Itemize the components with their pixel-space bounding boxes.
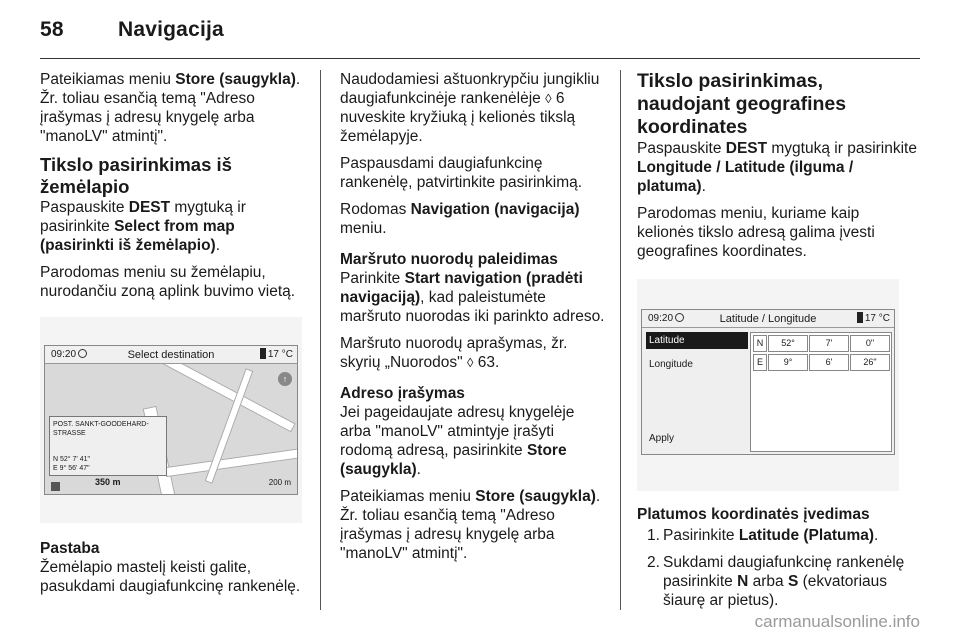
paragraph: Pateikiamas meniu Store (saugykla). Žr. toliau esančią temą "Adreso įrašymas į adresų knygelę arba "manoLV" atmintį". <box>40 71 301 145</box>
map-coord-n: N 52° 7' 41" <box>53 456 90 463</box>
coordinate-values <box>750 332 892 452</box>
paragraph: Pateikiamas meniu Store (saugykla). Žr. toliau esančią temą "Adreso įrašymas į adresų knygelę arba "manoLV" atmintį". <box>340 488 601 562</box>
paragraph: Paspauskite DEST mygtuką ir pasirinkite Select from map (pasirinkti iš žemėlapio). <box>40 199 246 254</box>
degrees-cell: 9° <box>768 354 808 371</box>
thermometer-icon <box>857 312 863 323</box>
map-street-name: POST. SANKT-GOODEHARD-STRASSE <box>53 421 149 437</box>
paragraph: Parodomas meniu, kuriame kaip kelionės tikslo adresą galima įvesti geografines koordinates. <box>637 205 875 260</box>
coordinate-menu <box>646 332 748 380</box>
column-divider <box>620 70 621 610</box>
paragraph: Parodomas meniu su žemėlapiu, nurodančiu zoną aplink buvimo vietą. <box>40 264 296 300</box>
page-header <box>40 18 224 42</box>
paragraph: Paspausdami daugiafunkcinę rankenėlę, patvirtinkite pasirinkimą. <box>340 155 583 191</box>
coordinate-row-n <box>753 335 891 352</box>
menu-item-longitude: Longitude <box>649 359 693 370</box>
screen-temperature: 17 °C <box>857 310 890 328</box>
column-divider <box>320 70 321 610</box>
page-ref-icon: ◊ <box>545 91 552 106</box>
page-number: 58 <box>40 18 64 41</box>
note-text: Žemėlapio mastelį keisti galite, pasukdami daugiafunkcinę rankenėlę. <box>40 559 301 595</box>
step-item: 2. Sukdami daugiafunkcinę rankenėlę pasirinkite N arba S (ekvatoriaus šiaurę ar pietus). <box>647 554 905 609</box>
column-2 <box>340 70 608 571</box>
paragraph: Rodomas Navigation (navigacija) meniu. <box>340 201 580 237</box>
note-heading: Pastaba <box>40 540 100 557</box>
page-ref-icon: ◊ <box>466 355 474 370</box>
thermometer-icon <box>260 348 266 359</box>
page-title: Navigacija <box>118 18 224 41</box>
paragraph: Parinkite Start navigation (pradėti navigaciją), kad paleistumėte maršruto nuorodas iki parinkto adreso. <box>340 270 605 325</box>
subsection-heading: Adreso įrašymas <box>340 385 465 402</box>
map-screen <box>44 345 298 495</box>
coordinates-screen <box>641 309 895 455</box>
paragraph: Maršruto nuorodų aprašymas, žr. skyrių „Nuorodos" ◊ 63. <box>340 335 568 371</box>
screen-status-bar <box>45 346 297 364</box>
subsection-heading: Maršruto nuorodų paleidimas <box>340 251 558 268</box>
seconds-cell: 0" <box>850 335 890 352</box>
coordinates-screenshot <box>637 279 899 491</box>
steps-list <box>637 526 917 610</box>
paragraph: Paspauskite DEST mygtuką ir pasirinkite Longitude / Latitude (ilguma / platuma). <box>637 140 917 195</box>
grid-icon <box>51 482 60 491</box>
paragraph: Naudodamiesi aštuonkrypčiu jungikliu daugiafunkcinėje rankenėlėje ◊ 6 nuveskite kryžiuką į kelionės tikslą žemėlapyje. <box>340 71 600 145</box>
screen-time: 09:20 <box>51 349 77 360</box>
screen-title: Latitude / Longitude <box>719 313 817 325</box>
map-scale: 200 m <box>268 478 291 487</box>
map-info-box <box>49 416 167 476</box>
menu-item-latitude: Latitude <box>646 332 748 349</box>
degrees-cell: 52° <box>768 335 808 352</box>
hemisphere-cell: N <box>753 335 767 352</box>
subsection-heading: Platumos koordinatės įvedimas <box>637 506 870 523</box>
hemisphere-cell: E <box>753 354 767 371</box>
section-heading: Tikslo pasirinkimas, naudojant geografines koordinates <box>637 70 847 138</box>
map-screenshot <box>40 317 302 523</box>
seconds-cell: 26" <box>850 354 890 371</box>
screen-time: 09:20 <box>648 313 674 324</box>
minutes-cell: 6' <box>809 354 849 371</box>
apply-item: Apply <box>649 433 675 444</box>
screen-temperature: 17 °C <box>260 346 293 364</box>
step-item: 1. Pasirinkite Latitude (Platuma). <box>647 527 879 544</box>
paragraph: Jei pageidaujate adresų knygelėje arba "manoLV" atmintyje įrašyti rodomą adresą, pasirinkite Store (saugykla). <box>340 404 575 478</box>
watermark: carmanualsonline.info <box>754 612 920 631</box>
column-1 <box>40 70 310 604</box>
header-divider <box>40 58 920 59</box>
screen-title: Select destination <box>127 349 215 361</box>
screen-status-bar <box>642 310 894 328</box>
minutes-cell: 7' <box>809 335 849 352</box>
column-3 <box>637 70 917 618</box>
map-coord-e: E 9° 56' 47" <box>53 465 90 472</box>
section-heading: Tikslo pasirinkimas iš žemėlapio <box>40 154 232 197</box>
map-scale: 350 m <box>95 477 121 487</box>
coordinate-row-e <box>753 354 891 371</box>
compass-icon: ↑ <box>278 372 292 386</box>
